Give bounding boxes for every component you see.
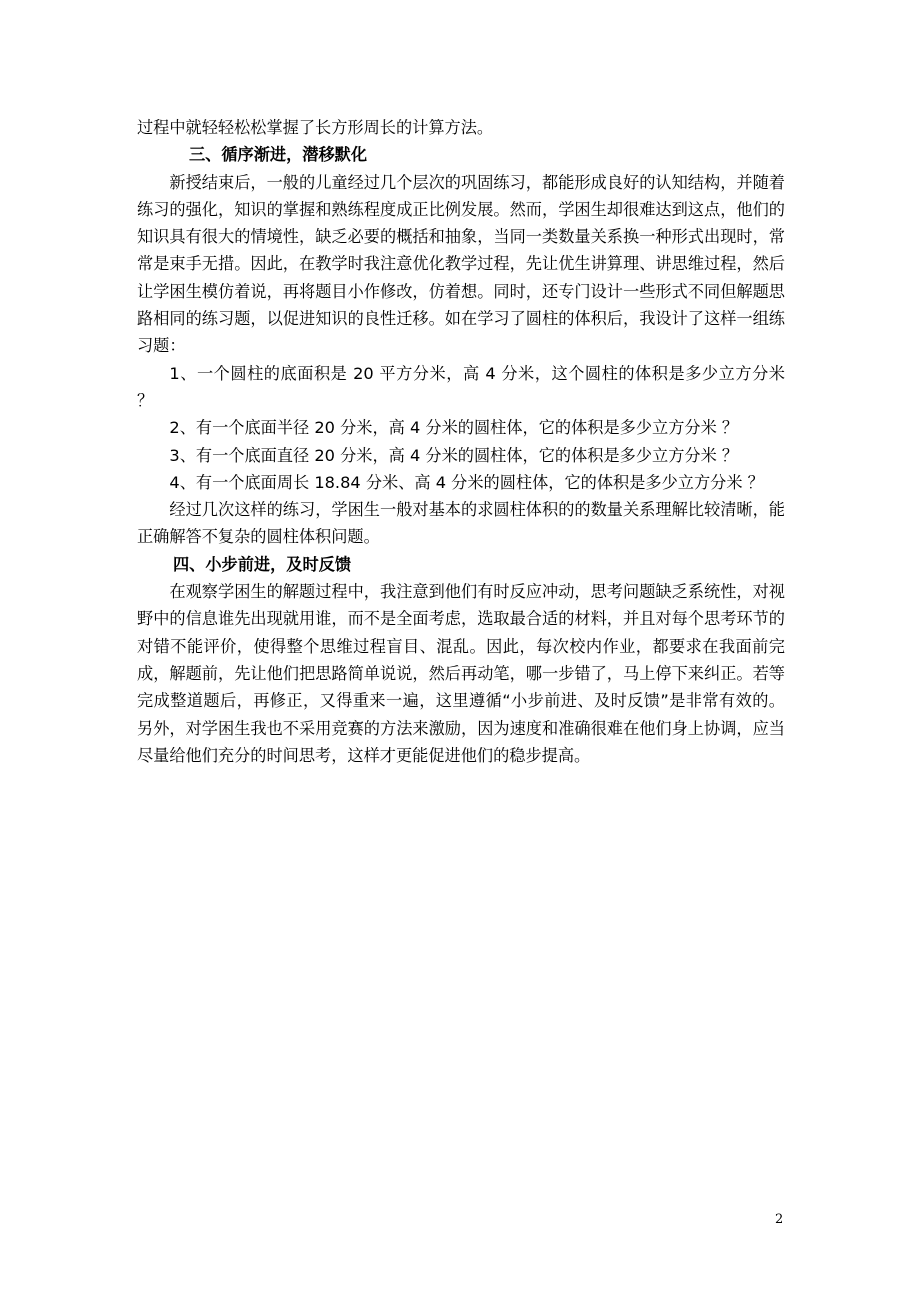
exercise-item-1: 1、一个圆柱的底面积是 20 平方分米，高 4 分米，这个圆柱的体积是多少立方分米 ？: [137, 363, 785, 410]
exercise-item-2: 2、有一个底面半径 20 分米，高 4 分米的圆柱体，它的体积是多少立方分米 ？: [169, 418, 739, 438]
page-number: 2: [775, 1212, 784, 1227]
exercise-item-4: 4、有一个底面周长 18.84 分米、高 4 分米的圆柱体，它的体积是多少立方分米 ？: [169, 472, 764, 492]
paragraph-section-three: 新授结束后，一般的儿童经过几个层次的巩固练习，都能形成良好的认知结构，并随着练习的强化，知识的掌握和熟练程度成正比例发展。然而，学困生却很难达到这点，他们的知识具有很大的情境性，缺乏必要的概括和抽象，当同一类数量关系换一种形式出现时，常常是束手无措。因此，在教学时我注意优化教学过程，先让优生讲算理、讲思维过程，然后让学困生模仿着说，再将题目小作修改，仿着想。同时，还专门设计一些形式不同但解题思路相同的练习题，以促进知识的良性迁移。如在学习了圆柱的体积后，我设计了这样一组练习题：: [137, 172, 785, 356]
section-heading-three: 三、循序渐进，潜移默化: [189, 145, 368, 165]
section-heading-four: 四、小步前进，及时反馈: [173, 554, 352, 574]
exercise-item-3: 3、有一个底面直径 20 分米，高 4 分米的圆柱体，它的体积是多少立方分米 ？: [169, 445, 739, 465]
document-body: [137, 114, 785, 769]
paragraph-section-four: 在观察学困生的解题过程中，我注意到他们有时反应冲动，思考问题缺乏系统性，对视野中的信息谁先出现就用谁，而不是全面考虑，选取最合适的材料，并且对每个思考环节的对错不能评价，使得整个思维过程盲目、混乱。因此，每次校内作业，都要求在我面前完成，解题前，先让他们把思路简单说说，然后再动笔，哪一步错了，马上停下来纠正。若等完成整道题后，再修正，又得重来一遍，这里遵循“小步前进、及时反馈”是非常有效的。另外，对学困生我也不采用竞赛的方法来激励，因为速度和准确很难在他们身上协调，应当尽量给他们充分的时间思考，这样才更能促进他们的稳步提高。: [137, 582, 785, 765]
paragraph-summary: 经过几次这样的练习，学困生一般对基本的求圆柱体积的的数量关系理解比较清晰，能正确解答不复杂的圆柱体积问题。: [137, 500, 785, 547]
paragraph-intro: 过程中就轻轻松松掌握了长方形周长的计算方法。: [137, 118, 494, 137]
